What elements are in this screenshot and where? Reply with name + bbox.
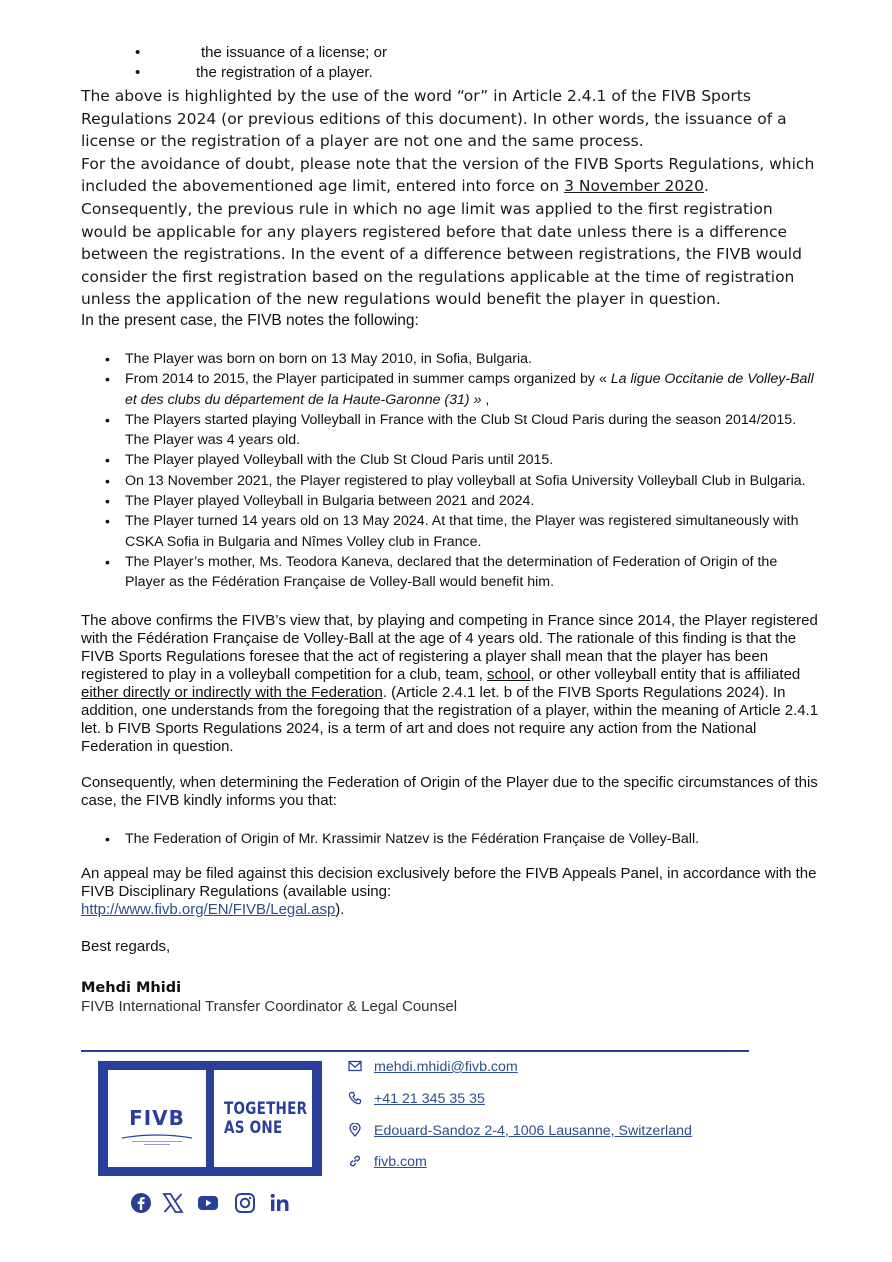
list-item: • On 13 November 2021, the Player registered to play volleyball at Sofia University Volleyball Club in Bulgaria. [81, 471, 821, 491]
address-link[interactable]: Edouard-Sandoz 2-4, 1006 Lausanne, Switzerland [374, 1123, 692, 1139]
letter-body [81, 40, 821, 1015]
list-item: • the registration of a player. [81, 63, 821, 83]
tagline-line-1: TOGETHER [224, 1099, 308, 1118]
paragraph-text: An appeal may be filed against this decision exclusively before the FIVB Appeals Panel, in accordance with the FIVB Disciplinary Regulations (available using: [81, 864, 817, 900]
league-name: La ligue Occitanie de Volley-Ball et des clubs du département de la Haute-Garonne (31) » [125, 371, 814, 408]
facebook-icon[interactable] [130, 1192, 152, 1214]
list-item: • The Player’s mother, Ms. Teodora Kaneva, declared that the determination of Federation of Origin of the Player as the Fédération Française de Volley-Ball would benefit him. [81, 552, 821, 593]
link-icon [348, 1154, 362, 1168]
paragraph-appeal [81, 865, 821, 919]
paragraph-text: ). [335, 900, 345, 918]
list-item: • The Players started playing Volleyball in France with the Club St Cloud Paris during the season 2014/2015. The Player was 4 years old. [81, 410, 821, 451]
tagline-block [214, 1070, 312, 1167]
decision-list [81, 829, 821, 849]
list-item [81, 369, 821, 410]
email-link[interactable]: mehdi.mhidi@fivb.com [374, 1059, 518, 1075]
school-term: school [487, 665, 531, 683]
fivb-logo [108, 1070, 206, 1167]
paragraph-consequently: Consequently, when determining the Federation of Origin of the Player due to the specific circumstances of this case, the FIVB kindly informs you that: [81, 773, 818, 809]
paragraph-text: . (Article 2.4.1 let. b of the FIVB Sports Regulations 2024). In addition, one understands from the foregoing that the registration of a player, within the meaning of Article 2.4.1 let. b FIVB Sports Regulations 2024, is a term of art and does not require any action from the National Federation in question. [81, 683, 819, 755]
paragraph-present-case: In the present case, the FIVB notes the following: [81, 311, 419, 329]
paragraph-or-highlight: The above is highlighted by the use of the word “or” in Article 2.4.1 of the FIVB Sports Regulations 2024 (or previous editions of this document). In other words, the issuance of a license or the registration of a player are not one and the same process. [81, 87, 787, 151]
contact-email [348, 1059, 518, 1075]
contact-phone [348, 1091, 485, 1107]
paragraph-confirmation [81, 612, 821, 756]
youtube-icon[interactable] [197, 1192, 219, 1214]
footer-divider [81, 1050, 749, 1052]
entry-into-force-date: 3 November 2020 [564, 177, 704, 196]
list-item: • The Player turned 14 years old on 13 May 2024. At that time, the Player was registered simultaneously with CSKA Sofia in Bulgaria and Nîmes Volley club in France. [81, 511, 821, 552]
fivb-wordmark: FIVB [129, 1106, 185, 1130]
paragraph-avoidance-of-doubt [81, 153, 821, 311]
issuance-list [81, 43, 821, 83]
tagline-line-2: AS ONE [224, 1118, 283, 1137]
list-item: • The Player played Volleyball in Bulgaria between 2021 and 2024. [81, 491, 821, 511]
mail-icon [348, 1059, 362, 1073]
phone-link[interactable]: +41 21 345 35 35 [374, 1091, 485, 1107]
paragraph-text: The above confirms the FIVB’s view that, by playing and competing in France since 2014, the Player registered with the Fédération Française de Volley-Ball at the age of 4 years old. The rationale of this finding is that the FIVB Sports Regulations foresee that the act of registering a player shall mean that the player has been registered to play in a volleyball competition for a club, team, [81, 611, 818, 683]
list-item: • The Player was born on born on 13 May 2010, in Sofia, Bulgaria. [81, 349, 821, 369]
contact-website [348, 1154, 427, 1170]
list-item-text: , [481, 391, 490, 408]
phone-icon [348, 1091, 362, 1105]
signature-title: FIVB International Transfer Coordinator & Legal Counsel [81, 997, 458, 1015]
paragraph-text: , or other volleyball entity that is affiliated [530, 665, 801, 683]
fivb-swoosh-icon [118, 1134, 196, 1146]
legal-link[interactable]: http://www.fivb.org/EN/FIVB/Legal.asp [81, 900, 336, 918]
facts-list [81, 349, 821, 593]
contact-address [348, 1123, 692, 1139]
list-item: • The Player played Volleyball with the Club St Cloud Paris until 2015. [81, 450, 821, 470]
list-item: • the issuance of a license; or [81, 43, 821, 63]
paragraph-text: . Consequently, the previous rule in which no age limit was applied to the first registration would be applicable for any players registered before that date unless there is a difference between the registrations. In the event of a difference between registrations, the FIVB would consider the first registration based on the regulations applicable at the time of registration unless the application of the new regulations would benefit the player in question. [81, 177, 802, 309]
paragraph-text: For the avoidance of doubt, please note that the version of the FIVB Sports Regulations, which included the abovementioned age limit, entered into force on [81, 154, 815, 196]
x-icon[interactable] [162, 1192, 184, 1214]
website-link[interactable]: fivb.com [374, 1154, 427, 1170]
closing-regards: Best regards, [81, 937, 171, 955]
signature-name: Mehdi Mhidi [81, 979, 182, 996]
affiliation-term: either directly or indirectly with the Federation [81, 683, 383, 701]
instagram-icon[interactable] [234, 1192, 256, 1214]
fivb-logo-block [98, 1061, 322, 1176]
list-item-text: From 2014 to 2015, the Player participated in summer camps organized by « [125, 371, 611, 388]
linkedin-icon[interactable] [269, 1192, 291, 1214]
location-pin-icon [348, 1123, 362, 1137]
list-item: • The Federation of Origin of Mr. Krassimir Natzev is the Fédération Française de Volley-Ball. [81, 829, 821, 849]
